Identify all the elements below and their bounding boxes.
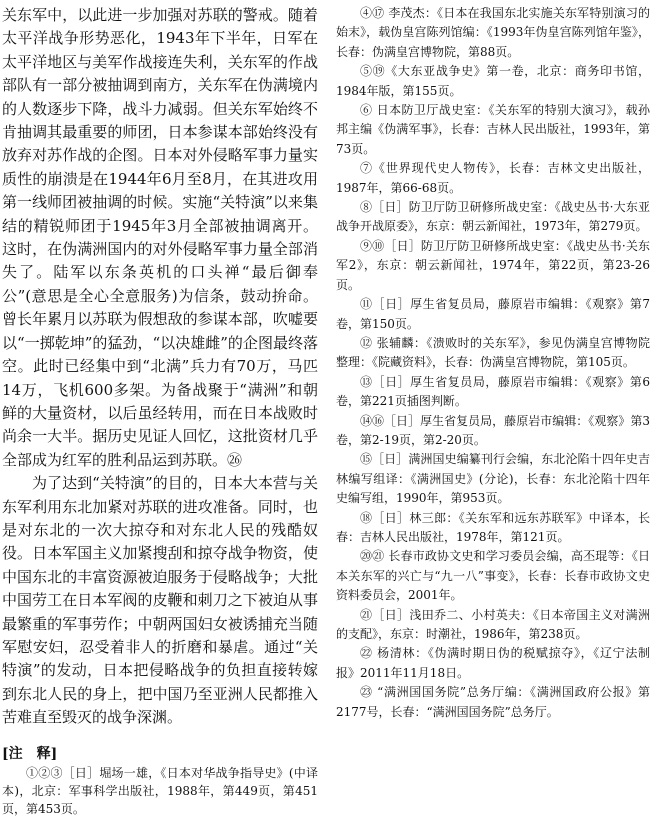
footnote-1-3: ①②③［日］堀场一雄，《日本对华战争指导史》(中译本)，北京：军事科学出版社，1988年，第449页，第451页，第453页。 (2, 765, 318, 816)
footnote-12: ⑫ 张辅麟：《溃败时的关东军》，参见伪满皇宫博物院整理：《院藏资料》，长春：伪满皇宫博物院，第105页。 (336, 335, 650, 370)
notes-heading: [注 释] (2, 745, 58, 762)
body-paragraph-1: 关东军中，以此进一步加强对苏联的警戒。随着太平洋战争形势恶化，1943年下半年，日军在太平洋地区与美军作战接连失利，关东军的作战部队有一部分被抽调到南方，关东军在伪满境内的人数逐步下降，战斗力减弱。但关东军始终不肯抽调其最重要的师团，日本参谋本部始终没有放弃对苏作战的企图。日本对外侵略军事力量实质性的崩溃是在1944年6月至8月，在其进攻用第一线师团被抽调的时候。实施“关特演”以来集结的精锐师团于1945年3月全部被抽调离开。这时，在伪满洲国内的对外侵略军事力量全部消失了。陆军以东条英机的口头禅“最后御奉公”(意思是全心全意服务)为信条，鼓动拚命。曾长年累月以苏联为假想敌的参谋本部，吹嘘要以“一掷乾坤”的猛劲，“以决雄雌”的企图最终落空。此时已经集中到“北满”兵力有70万，马匹14万，飞机600多架。为备战聚于“满洲”和朝鲜的大量资材，以后虽经转用，而在日本战败时尚余一大半。据历史见证人回忆，这批资材几乎全部成为红军的胜利品运到苏联。㉖ (2, 6, 318, 469)
footnote-9-10: ⑨⑩［日］防卫厅防卫研修所战史室：《战史丛书·关东军2》，东京：朝云新闻社，1974年，第22页，第23-26页。 (336, 238, 650, 292)
footnote-14-16: ⑭⑯［日］厚生省复员局，藤原岩市编辑：《观察》第3卷，第2-19页，第2-20页。 (336, 413, 650, 447)
footnote-15: ⑮［日］满洲国史编纂刊行会编，东北沦陷十四年史吉林编写组译：《满洲国史》(分论)，长春：东北沦陷十四年史编写组，1990年，第953页。 (336, 452, 650, 506)
footnote-20: ⑳㉑ 长春市政协文史和学习委员会编，高丕琨等：《日本关东军的兴亡与“九一八”事变》，长春：长春市政协文史资料委员会，2001年。 (336, 549, 650, 603)
footnote-21: ㉑［日］浅田乔二、小村英夫：《日本帝国主义对满洲的支配》，东京：时潮社，1986年，第238页。 (336, 607, 650, 641)
footnote-22: ㉒ 杨清林：《伪满时期日伪的税赋掠夺》，《辽宁法制报》2011年11月18日。 (336, 646, 650, 680)
footnote-5-19: ⑤⑲《大东亚战争史》第一卷，北京：商务印书馆，1984年版，第155页。 (336, 64, 650, 98)
left-column (2, 4, 318, 818)
footnote-23: ㉓ “满洲国国务院”总务厅编：《满洲国政府公报》第2177号，长春：“满洲国国务院”总务厅。 (336, 685, 650, 719)
footnote-7: ⑦《世界现代史人物传》，长春：吉林文史出版社，1987年，第66-68页。 (336, 161, 650, 195)
footnote-6: ⑥ 日本防卫厅战史室：《关东军的特别大演习》，载孙邦主编《伪满军事》，长春：吉林人民出版社，1993年，第73页。 (336, 103, 650, 156)
footnote-18: ⑱［日］林三郎：《关东军和远东苏联军》中译本，长春：吉林人民出版社，1978年，第121页。 (336, 510, 650, 544)
footnote-11: ⑪［日］厚生省复员局，藤原岩市编辑：《观察》第7卷，第150页。 (336, 297, 650, 331)
footnote-13: ⑬［日］厚生省复员局，藤原岩市编辑：《观察》第6卷，第221页插图判断。 (336, 374, 650, 409)
body-paragraph-2: 为了达到“关特演”的目的，日本大本营与关东军利用东北加紧对苏联的进攻准备。同时，也是对东北的一次大掠夺和对东北人民的残酷奴役。日本军国主义加紧搜刮和掠夺战争物资，使中国东北的丰富资源被迫服务于侵略战争；大批中国劳工在日本军阀的皮鞭和刺刀之下被迫从事最繁重的军事劳作；中朝两国妇女被诱捕充当随军慰安妇，忍受着非人的折磨和暴虐。通过“关特演”的发动，日本把侵略战争的负担直接转嫁到东北人民的身上，把中国乃至亚洲人民都推入苦难直至毁灭的战争深渊。 (2, 474, 318, 727)
right-column (336, 4, 650, 722)
footnote-4-17: ④⑰ 李茂杰：《日本在我国东北实施关东军特别演习的始末》，载伪皇宫陈列馆编：《1993年伪皇宫陈列馆年鉴》，长春：伪满皇宫博物院，第88页。 (336, 6, 650, 59)
footnote-8: ⑧［日］防卫厅防卫研修所战史室：《战史丛书·大东亚战争开战原委》，东京：朝云新闻社，1973年，第279页。 (336, 200, 650, 234)
